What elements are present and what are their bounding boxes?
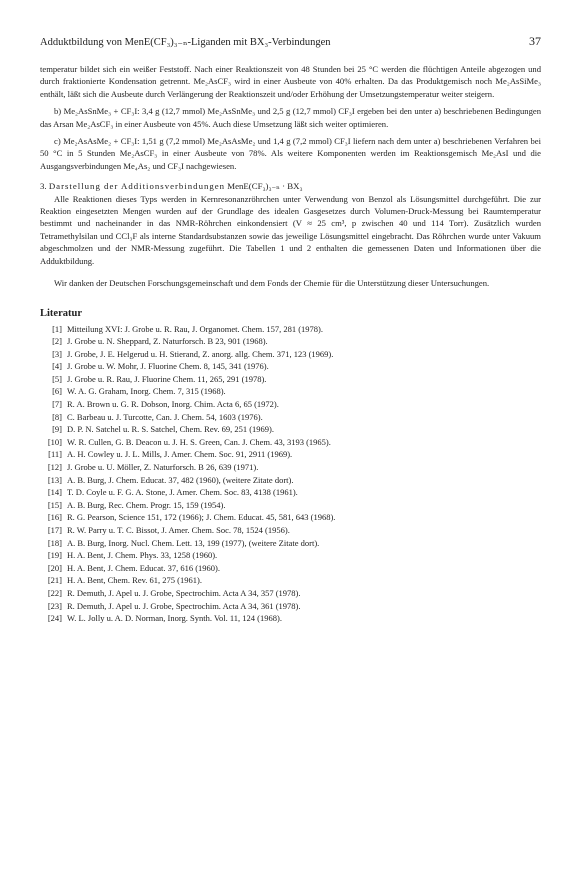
reference-text: R. Demuth, J. Apel u. J. Grobe, Spectrochim. Acta A 34, 361 (1978). (67, 600, 301, 611)
reference-number: [18] (47, 537, 62, 548)
reference-number: [1] (52, 323, 62, 334)
reference-number: [6] (52, 386, 62, 397)
page-number: 37 (529, 34, 541, 48)
reference-item (40, 537, 541, 550)
reference-item (40, 562, 541, 575)
reference-text: R. G. Pearson, Science 151, 172 (1966); J. Chem. Educat. 45, 581, 643 (1968). (67, 512, 336, 523)
reference-item (40, 499, 541, 512)
reference-text: J. Grobe, J. E. Helgerud u. H. Stierand, Z. anorg. allg. Chem. 371, 123 (1969). (67, 348, 334, 359)
reference-text: J. Grobe u. R. Rau, J. Fluorine Chem. 11, 265, 291 (1978). (67, 373, 267, 384)
section-formula: MenE(CF₃)₃₋ₙ · BX₃ (227, 181, 303, 192)
reference-item (40, 587, 541, 600)
reference-number: [19] (47, 550, 62, 561)
reference-text: R. W. Parry u. T. C. Bissot, J. Amer. Chem. Soc. 78, 1524 (1956). (67, 525, 290, 535)
reference-text: R. A. Brown u. G. R. Dobson, Inorg. Chim. Acta 6, 65 (1972). (67, 399, 279, 410)
reference-item (40, 448, 541, 461)
reference-item (40, 486, 541, 499)
reference-number: [5] (52, 373, 62, 384)
reference-text: D. P. N. Satchel u. R. S. Satchel, Chem. Rev. 69, 251 (1969). (67, 424, 274, 435)
literature-heading: Literatur (40, 307, 82, 319)
reference-text: C. Barbeau u. J. Turcotte, Can. J. Chem. 54, 1603 (1976). (67, 411, 263, 422)
reference-number: [9] (52, 424, 62, 435)
reference-item (40, 323, 541, 336)
reference-text: A. B. Burg, Inorg. Nucl. Chem. Lett. 13, 199 (1977), (weitere Zitate dort). (67, 537, 320, 548)
reference-text: H. A. Bent, J. Chem. Phys. 33, 1258 (1960). (67, 550, 218, 561)
reference-item (40, 348, 541, 361)
reference-text: J. Grobe u. U. Möller, Z. Naturforsch. B 26, 639 (1971). (67, 462, 259, 473)
reference-number: [4] (52, 361, 62, 372)
paragraph-adducts: Alle Reaktionen dieses Typs werden in Kernresonanzröhrchen unter Verwendung von Benzol als Lösungsmittel durchgeführt. Die zur Reaktion eingesetzten Mengen wurden auf der Grundlage des idealen Gasgesetzes durch Volumen-Druck-Messung bei Raumtemperatur bestimmt und nacheinander in das NMR-Röhrchen einkondensiert (V ≈ 25 cm³, p zwischen 40 und 114 Torr). Zusätzlich wurden Tetramethylsilan und CCl₃F als interne Standardsubstanzen sowie das jeweilige Lösungsmittel eingebracht. Das Röhrchen wurde unter Vakuum abgeschmolzen und der NMR-Messung zugeführt. Die Tabellen 1 und 2 enthalten die gemessenen Daten und Informationen über die Adduktbildung. (40, 193, 541, 266)
reference-item (40, 600, 541, 613)
reference-number: [22] (47, 587, 62, 598)
reference-text: H. A. Bent, Chem. Rev. 61, 275 (1961). (67, 575, 202, 586)
reference-number: [7] (52, 399, 62, 410)
reference-text: H. A. Bent, J. Chem. Educat. 37, 616 (1960). (67, 562, 220, 573)
reference-number: [17] (47, 525, 62, 535)
reference-number: [16] (47, 512, 62, 523)
reference-item (40, 549, 541, 562)
reference-text: W. A. G. Graham, Inorg. Chem. 7, 315 (1968). (67, 386, 226, 397)
reference-item (40, 373, 541, 386)
reference-item (40, 524, 541, 537)
reference-text: A. B. Burg, Rec. Chem. Progr. 15, 159 (1954). (67, 499, 226, 510)
reference-list (40, 323, 541, 625)
reference-item (40, 474, 541, 487)
paragraph-method-c: c) Me₂AsAsMe₂ + CF₃I: 1,51 g (7,2 mmol) Me₂AsAsMe₂ und 1,4 g (7,2 mmol) CF₃I liefern nach dem unter a) beschriebenen Verfahren bei 50 °C in 5 Stunden Me₂AsCF₃ in einer Ausbeute von 78%. Als weitere Komponenten werden im Reaktionsgemisch Me₂AsI und die Ausgangsverbindungen Me₄As₂ und CF₃I nachgewiesen. (40, 136, 541, 171)
reference-text: A. B. Burg, J. Chem. Educat. 37, 482 (1960), (weitere Zitate dort). (67, 474, 294, 485)
paragraph-method-b: b) Me₂AsSnMe₃ + CF₃I: 3,4 g (12,7 mmol) Me₂AsSnMe₃ und 2,5 g (12,7 mmol) CF₃I ergeben bei den unter a) beschriebenen Bedingungen das Arsan Me₂AsCF₃ in einer Ausbeute von 45%. Auch diese Umsetzung läßt sich weiter optimieren. (40, 106, 541, 129)
reference-item (40, 436, 541, 449)
reference-number: [12] (47, 462, 62, 473)
reference-number: [15] (47, 499, 62, 510)
reference-number: [8] (52, 411, 62, 422)
reference-number: [24] (47, 613, 62, 624)
reference-item (40, 385, 541, 398)
reference-number: [10] (47, 436, 62, 447)
reference-number: [21] (47, 575, 62, 586)
reference-item (40, 411, 541, 424)
reference-text: A. H. Cowley u. J. L. Mills, J. Amer. Chem. Soc. 91, 2911 (1969). (67, 449, 293, 460)
reference-item (40, 511, 541, 524)
reference-text: W. L. Jolly u. A. D. Norman, Inorg. Synth. Vol. 11, 124 (1968). (67, 613, 282, 624)
acknowledgement: Wir danken der Deutschen Forschungsgemeinschaft und dem Fonds der Chemie für die Unterstützung dieser Untersuchungen. (54, 278, 490, 289)
reference-text: J. Grobe u. N. Sheppard, Z. Naturforsch. B 23, 901 (1968). (67, 336, 268, 347)
reference-text: R. Demuth, J. Apel u. J. Grobe, Spectrochim. Acta A 34, 357 (1978). (67, 587, 301, 598)
reference-number: [2] (52, 336, 62, 347)
section-title: Darstellung der Additionsverbindungen (48, 181, 226, 192)
reference-number: [14] (47, 487, 62, 498)
reference-item (40, 612, 541, 625)
reference-item (40, 360, 541, 373)
reference-number: [11] (48, 449, 62, 460)
reference-item (40, 574, 541, 587)
reference-item (40, 461, 541, 474)
reference-item (40, 423, 541, 436)
section-number: 3. (40, 181, 47, 192)
reference-text: Mitteilung XVI: J. Grobe u. R. Rau, J. Organomet. Chem. 157, 281 (1978). (67, 323, 324, 334)
running-title: Adduktbildung von MenE(CF₃)₃₋ₙ-Liganden mit BX₃-Verbindungen (40, 37, 331, 48)
running-head (40, 34, 541, 49)
section-heading (40, 180, 541, 192)
reference-item (40, 335, 541, 348)
paragraph-continuation: temperatur bildet sich ein weißer Feststoff. Nach einer Reaktionszeit von 48 Stunden bei 25 °C werden die flüchtigen Anteile abgezogen und durch fraktionierte Kondensation getrennt. Me₂AsCF₃ wird in einer Ausbeute von 40% erhalten. Da das Produktgemisch noch Me₂AsSiMe₃ enthält, läßt sich die Ausbeute durch Verlängerung der Reaktionszeit und/oder Erhöhung der Umsetzungstemperatur weiter steigern. (40, 64, 541, 99)
reference-text: T. D. Coyle u. F. G. A. Stone, J. Amer. Chem. Soc. 83, 4138 (1961). (67, 487, 298, 498)
reference-number: [3] (52, 348, 62, 359)
reference-item (40, 398, 541, 411)
reference-text: J. Grobe u. W. Mohr, J. Fluorine Chem. 8, 145, 341 (1976). (67, 361, 269, 372)
reference-text: W. R. Cullen, G. B. Deacon u. J. H. S. Green, Can. J. Chem. 43, 3193 (1965). (67, 436, 331, 447)
reference-number: [20] (47, 562, 62, 573)
reference-number: [13] (47, 474, 62, 485)
reference-number: [23] (47, 600, 62, 611)
